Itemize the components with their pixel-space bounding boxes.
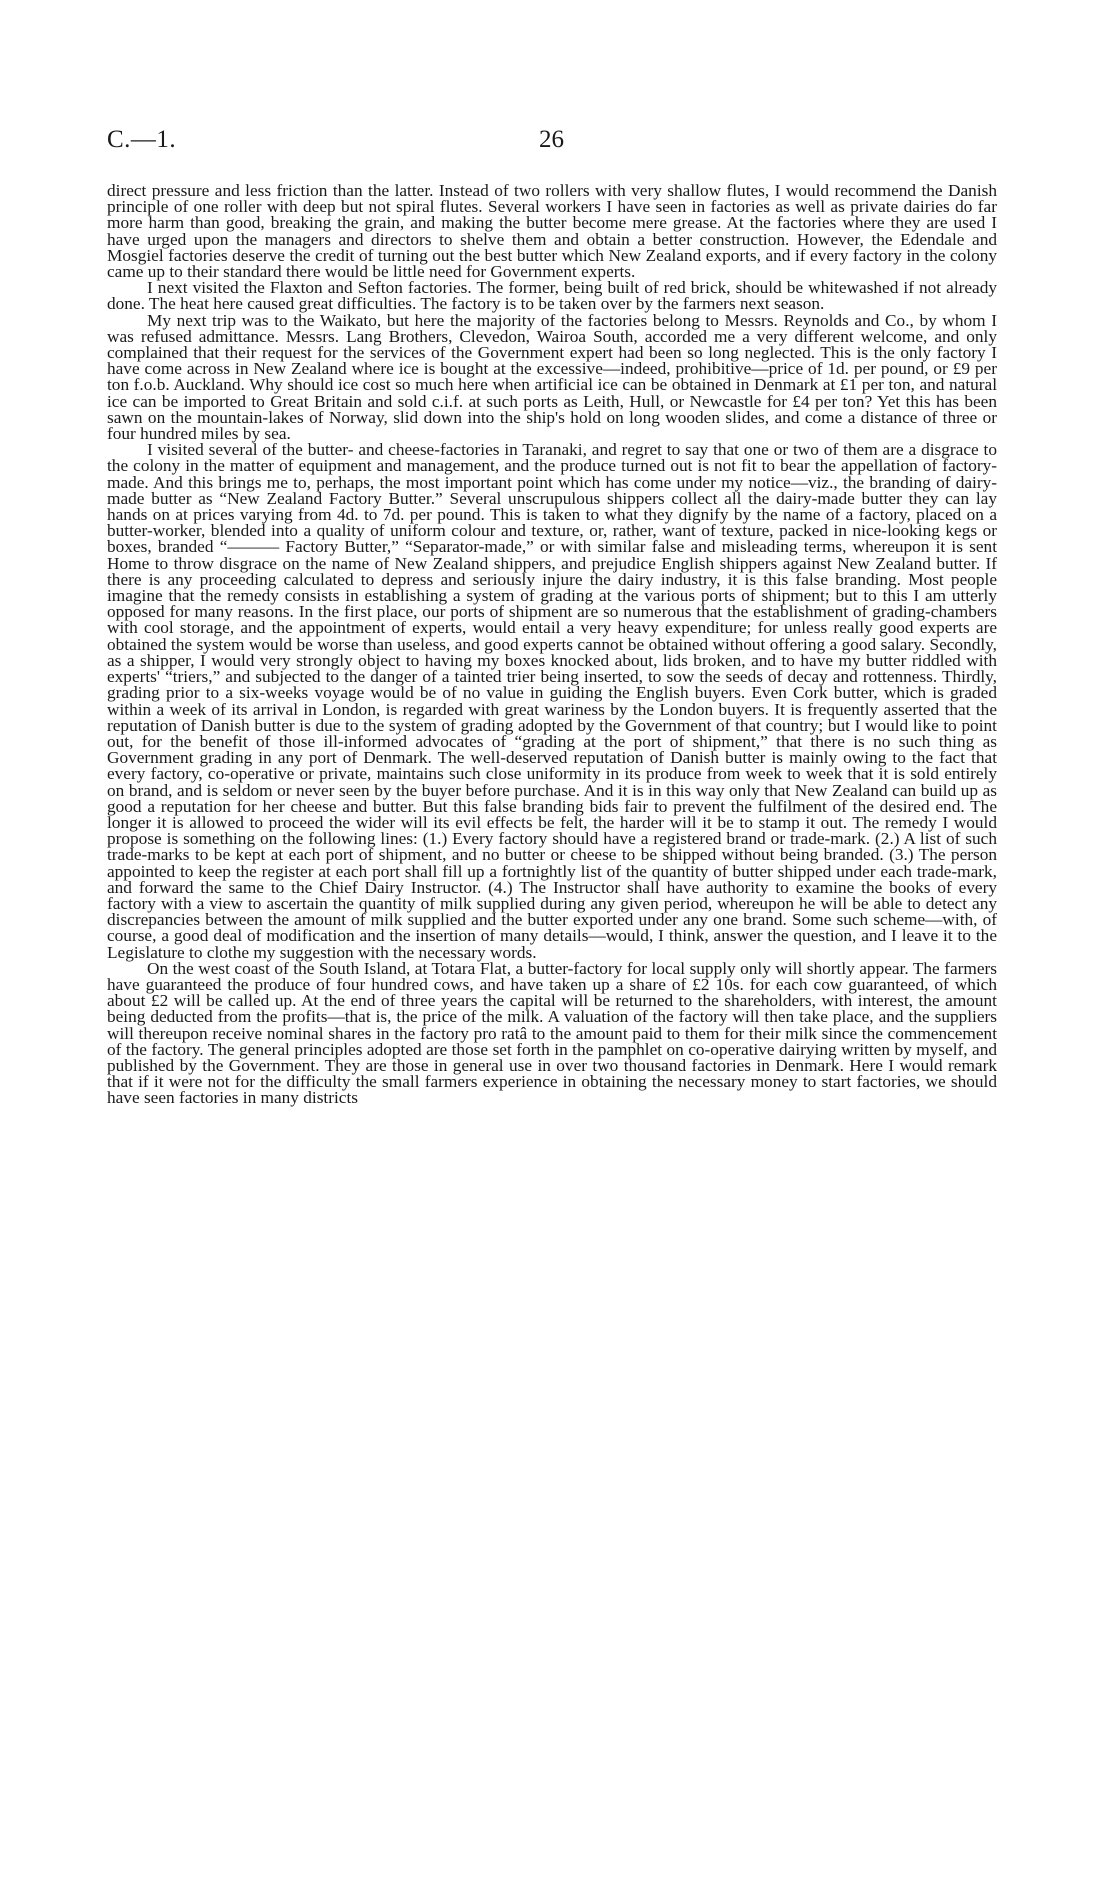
paragraph-flaxton-sefton: I next visited the Flaxton and Sefton factories. The former, being built of red brick, should be whitewashed if not already done. The heat here caused great difficulties. The factory is to be taken over by the farmers next season. xyxy=(107,278,997,314)
body-text xyxy=(107,183,997,1107)
page-number: 26 xyxy=(539,126,564,153)
paragraph-taranaki-branding: I visited several of the butter- and cheese-factories in Taranaki, and regret to say that one or two of them are a disgrace to the colony in the matter of equipment and management, and the produce turned out is not fit to bear the appellation of factory-made. And this brings me to, perhaps, the most important point which has come under my notice—viz., the branding of dairy-made butter as “New Zealand Factory Butter.” Several unscrupulous shippers collect all the dairy-made butter they can lay hands on at prices varying from 4d. to 7d. per pound. This is taken to what they dignify by the name of a factory, placed on a butter-worker, blended into a quality of uniform colour and texture, or, rather, want of texture, packed in nice-looking kegs or boxes, branded “——— Factory Butter,” “Separator-made,” or with similar false and misleading terms, whereupon it is sent Home to throw disgrace on the name of New Zealand shippers, and prejudice English shippers against New Zealand butter. If there is any proceeding calculated to depress and seriously injure the dairy industry, it is this false branding. Most people imagine that the remedy consists in establishing a system of grading at the various ports of shipment; but to this I am utterly opposed for many reasons. In the first place, our ports of shipment are so numerous that the establishment of grading-chambers with cool storage, and the appointment of experts, would entail a very heavy expenditure; for unless really good experts are obtained the system would be worse than useless, and good experts cannot be obtained without offering a good salary. Secondly, as a shipper, I would very strongly object to having my boxes knocked about, lids broken, and to have my butter riddled with experts' “triers,” and subjected to the danger of a tainted trier being inserted, to sow the seeds of decay and rottenness. Thirdly, grading prior to a six-weeks voyage would be of no value in guiding the English buyers. Even Cork butter, which is graded within a week of its arrival in London, is regarded with great wariness by the London buyers. It is frequently asserted that the reputation of Danish butter is due to the system of grading adopted by the Government of that country; but I would like to point out, for the benefit of those ill-informed advocates of “grading at the port of shipment,” that there is no such thing as Government grading in any port of Denmark. The well-deserved reputation of Danish butter is mainly owing to the fact that every factory, co-operative or private, maintains such close uniformity in its produce from week to week that it is sold entirely on brand, and is seldom or never seen by the buyer before purchase. And it is in this way only that New Zealand can build up as good a reputation for her cheese and butter. But this false branding bids fair to prevent the fulfilment of the desired end. The longer it is allowed to proceed the wider will its evil effects be felt, the harder will it be to stamp it out. The remedy I would propose is something on the following lines: (1.) Every factory should have a registered brand or trade-mark. (2.) A list of such trade-marks to be kept at each port of shipment, and no butter or cheese to be shipped without being branded. (3.) The person appointed to keep the register at each port shall fill up a fortnightly list of the quantity of butter shipped under each trade-mark, and forward the same to the Chief Dairy Instructor. (4.) The Instructor shall have authority to examine the books of every factory with a view to ascertain the quantity of milk supplied during any given period, whereupon he will be able to detect any discrepancies between the amount of milk supplied and the butter exported under any one brand. Some such scheme—with, of course, a good deal of modification and the insertion of many details—would, I think, answer the question, and I leave it to the Legislature to clothe my suggestion with the necessary words. xyxy=(107,440,997,962)
paragraph-totara-flat: On the west coast of the South Island, at Totara Flat, a butter-factory for local supply only will shortly appear. The farmers have guaranteed the produce of four hundred cows, and have taken up a share of £2 10s. for each cow guaranteed, of which about £2 will be called up. At the end of three years the capital will be returned to the shareholders, with interest, the amount being deducted from the profits—that is, the price of the milk. A valuation of the factory will then take place, and the suppliers will thereupon receive nominal shares in the factory pro ratâ to the amount paid to them for their milk since the commencement of the factory. The general principles adopted are those set forth in the pamphlet on co-operative dairying written by myself, and published by the Government. They are those in general use in over two thousand factories in Denmark. Here I would remark that if it were not for the difficulty the small farmers experience in obtaining the necessary money to start factories, we should have seen factories in many districts xyxy=(107,958,997,1108)
paragraph-continuation: direct pressure and less friction than the latter. Instead of two rollers with very shallow flutes, I would recommend the Danish principle of one roller with deep but not spiral flutes. Several workers I have seen in factories as well as private dairies do far more harm than good, breaking the grain, and making the butter become mere grease. At the factories where they are used I have urged upon the managers and directors to shelve them and obtain a better construction. However, the Edendale and Mosgiel factories deserve the credit of turning out the best butter which New Zealand exports, and if every factory in the colony came up to their standard there would be little need for Government experts. xyxy=(107,181,997,282)
document-reference: C.—1. xyxy=(107,126,177,153)
page-header xyxy=(107,126,997,160)
paragraph-waikato: My next trip was to the Waikato, but here the majority of the factories belong to Messrs. Reynolds and Co., by whom I was refused admittance. Messrs. Lang Brothers, Clevedon, Wairoa South, accorded me a very different welcome, and only complained that their request for the services of the Government expert had been so long neglected. This is the only factory I have come across in New Zealand where ice is bought at the excessive—indeed, prohibitive—price of 1d. per pound, or £9 per ton f.o.b. Auckland. Why should ice cost so much here when artificial ice can be obtained in Denmark at £1 per ton, and natural ice can be imported to Great Britain and sold c.i.f. at such ports as Leith, Hull, or Newcastle for £4 per ton? Yet this has been sawn on the mountain-lakes of Norway, slid down into the ship's hold on long wooden slides, and come a distance of three or four hundred miles by sea. xyxy=(107,310,997,444)
